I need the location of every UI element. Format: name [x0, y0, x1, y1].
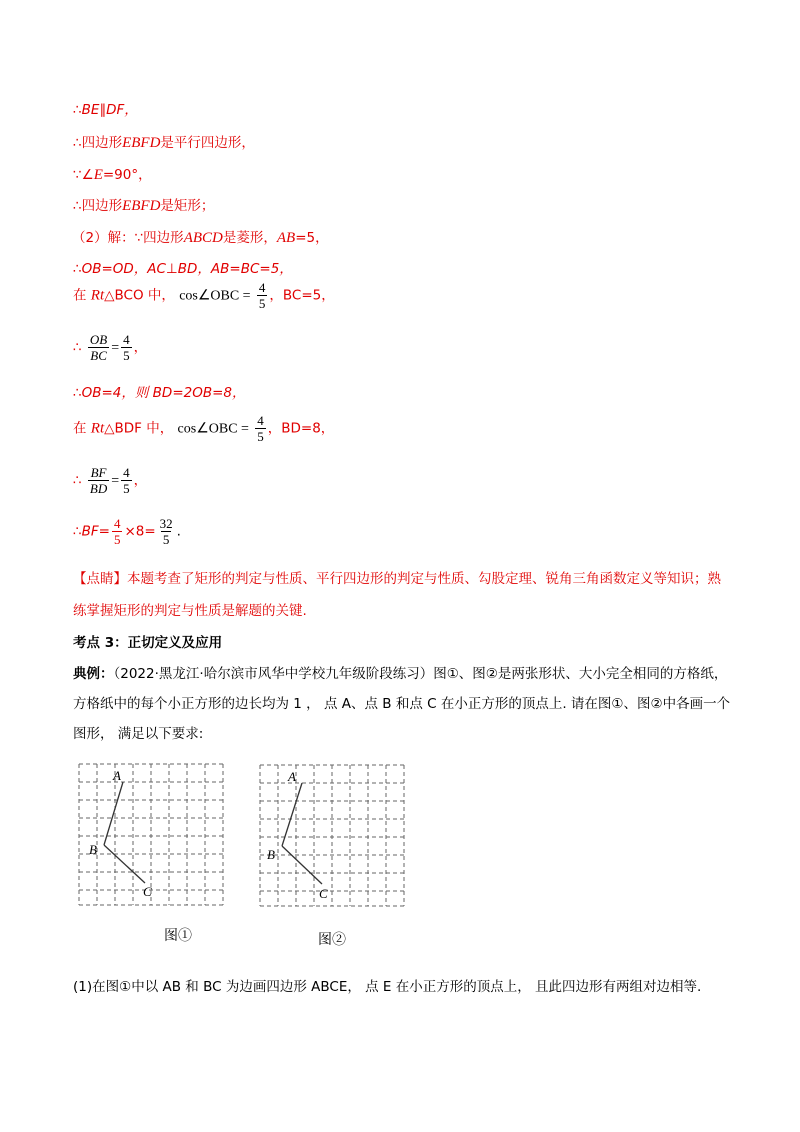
line-10-text-d: ，BD=8， — [267, 420, 335, 437]
grid-figure-1 — [77, 762, 227, 910]
line-10-text-b: Rt — [90, 420, 105, 437]
line-1 — [73, 98, 138, 118]
line-2 — [73, 131, 255, 152]
section-title-text: 考点 3：正切定义及应用 — [73, 635, 223, 651]
point-c-label: C — [319, 886, 328, 901]
line-11-fraction-2 — [121, 465, 132, 496]
line-5-text-a: （2）解：∵四边形 — [72, 230, 184, 246]
line-3 — [73, 163, 152, 184]
line-10-text-a: 在 — [73, 420, 87, 437]
line-9 — [73, 381, 246, 401]
line-2-text-a: ∴四边形 — [73, 135, 123, 151]
line-8-prefix: ∴ — [73, 339, 82, 356]
line-11-prefix: ∴ — [73, 472, 82, 489]
fraction-denominator: 5 — [258, 296, 266, 311]
fraction-denominator: 5 — [162, 532, 170, 547]
line-10 — [73, 413, 334, 444]
figure-2-caption: 图② — [318, 933, 346, 948]
fraction-numerator: 32 — [159, 516, 173, 531]
line-2-text-b: EBFD — [122, 135, 161, 151]
line-11-suffix: ， — [133, 472, 148, 489]
question-1 — [73, 975, 701, 995]
line-3-text-c: =90°， — [102, 167, 152, 183]
fraction-numerator: 4 — [258, 280, 266, 295]
section-title — [73, 631, 222, 651]
line-10-math: cos∠OBC = — [177, 421, 249, 437]
line-3-text-b: E — [93, 167, 103, 183]
point-a-label: A — [113, 768, 121, 783]
line-7-text-d: ，BC=5， — [269, 287, 335, 304]
line-8-fraction-2 — [121, 332, 132, 363]
line-12-suffix: . — [176, 523, 181, 540]
line-11-fraction-1 — [88, 465, 109, 496]
point-b-label: B — [89, 842, 97, 857]
line-6-text: ∴OB=OD，AC⊥BD，AB=BC=5， — [73, 261, 293, 277]
line-12-fraction-2 — [158, 516, 175, 547]
fraction-denominator: 5 — [113, 532, 121, 547]
line-11 — [73, 465, 147, 496]
line-12 — [73, 516, 181, 547]
line-11-equals: = — [111, 473, 120, 489]
fraction-denominator: BD — [89, 481, 108, 496]
point-c-label: C — [143, 884, 152, 899]
segment-ab — [104, 782, 123, 845]
line-9-text: ∴OB=4，则 BD=2OB=8， — [73, 385, 246, 401]
line-5-text-e: =5， — [295, 230, 329, 246]
point-a-label: A — [288, 769, 296, 784]
example-text: （2022·黑龙江·哈尔滨市风华中学校九年级阶段练习）图①、图②是两张形状、大小完全相同的方格纸，方格纸中的每个小正方形的边长均为 1 ， 点 A、点 B 和点 C 在小正方形的顶点上. 请在图①、图②中各画一个图形， 满足以下要求: — [73, 666, 731, 742]
segment-bc — [282, 846, 322, 884]
fraction-numerator: 4 — [123, 332, 130, 347]
line-7 — [73, 280, 335, 311]
fraction-denominator: 5 — [123, 481, 130, 496]
line-6 — [73, 257, 293, 277]
line-5-text-d: AB — [276, 230, 296, 246]
line-10-text-c: △BDF 中， — [104, 420, 174, 437]
line-5 — [72, 226, 329, 247]
line-2-text-c: 是平行四边形， — [160, 135, 255, 151]
line-1-text: ∴BE∥DF， — [73, 102, 138, 118]
fraction-denominator: BC — [90, 348, 107, 363]
line-5-text-c: 是菱形， — [222, 230, 277, 246]
fraction-numerator: 4 — [123, 465, 130, 480]
line-3-text-a: ∵∠ — [73, 167, 94, 183]
line-12-prefix: ∴BF= — [73, 523, 110, 540]
line-7-math: cos∠OBC = — [179, 288, 251, 304]
figure-1-caption: 图① — [164, 929, 192, 944]
line-4 — [73, 194, 214, 215]
line-4-text-b: EBFD — [122, 198, 161, 214]
line-7-text-b: Rt — [90, 287, 105, 304]
remark-text: 【点睛】本题考查了矩形的判定与性质、平行四边形的判定与性质、勾股定理、锐角三角函数定义等知识；熟练掌握矩形的判定与性质是解题的关键. — [73, 571, 721, 619]
line-8-suffix: ， — [133, 339, 148, 356]
line-4-text-c: 是矩形； — [160, 198, 215, 214]
line-12-middle: ×8= — [124, 523, 156, 540]
line-12-fraction-1 — [112, 516, 123, 547]
line-7-fraction — [257, 280, 268, 311]
line-8-equals: = — [111, 340, 120, 356]
fraction-numerator: OB — [89, 332, 108, 347]
line-8 — [73, 332, 147, 363]
remark-paragraph — [73, 563, 733, 627]
fraction-numerator: 4 — [113, 516, 121, 531]
question-1-text: (1)在图①中以 AB 和 BC 为边画四边形 ABCE， 点 E 在小正方形的顶点上， 且此四边形有两组对边相等. — [73, 979, 702, 995]
line-10-fraction — [255, 413, 266, 444]
grid-figure-2 — [258, 763, 408, 911]
line-7-text-c: △BCO 中， — [104, 287, 175, 304]
fraction-numerator: BF — [90, 465, 107, 480]
line-5-text-b: ABCD — [183, 230, 223, 246]
line-8-fraction-1 — [88, 332, 109, 363]
fraction-denominator: 5 — [257, 429, 264, 444]
line-7-text-a: 在 — [73, 287, 87, 304]
fraction-denominator: 5 — [123, 348, 130, 363]
segment-bc — [104, 845, 145, 883]
line-4-text-a: ∴四边形 — [73, 198, 123, 214]
fraction-numerator: 4 — [257, 413, 264, 428]
example-label: 典例： — [73, 666, 114, 682]
point-b-label: B — [267, 847, 275, 862]
example-paragraph — [73, 659, 733, 749]
